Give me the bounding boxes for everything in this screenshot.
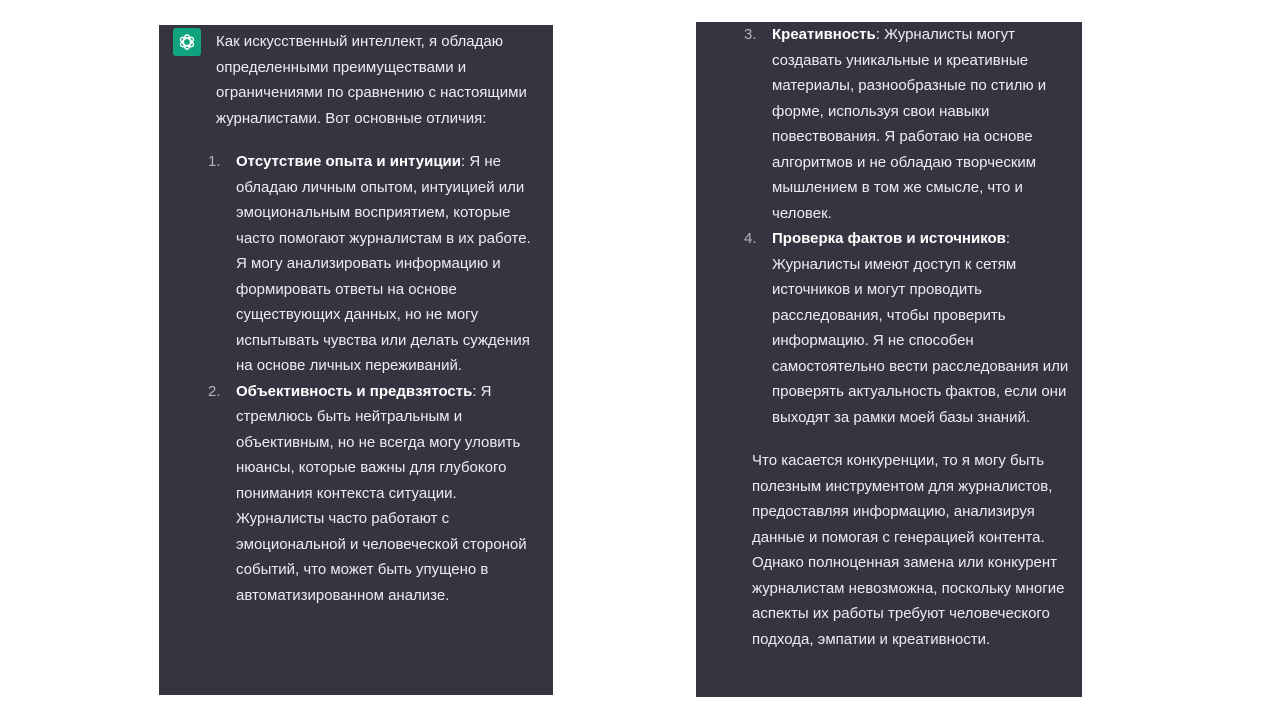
list-item-text: : Я стремлюсь быть нейтральным и объективным, но не всегда могу уловить нюансы, которые важны для глубокого понимания контекста ситуации. Журналисты часто работают с эмоциональной и человеческой стороной событий, что может быть упущено в автоматизированном анализе. bbox=[236, 382, 527, 604]
differences-list bbox=[208, 149, 542, 608]
list-item bbox=[744, 226, 1070, 430]
list-item bbox=[208, 379, 542, 609]
list-item-title: Креативность bbox=[772, 26, 876, 43]
list-item-number: 2. bbox=[208, 382, 221, 400]
assistant-message-continued bbox=[744, 22, 1070, 652]
list-item-text: : Журналисты могут создавать уникальные и креативные материалы, разнообразные по стилю и форме, используя свои навыки повествования. Я работаю на основе алгоритмов и не обладаю творческим мышлением в том же смысле, что и человек. bbox=[772, 26, 1047, 222]
list-item-number: 1. bbox=[208, 153, 221, 170]
openai-logo-icon bbox=[177, 32, 197, 52]
list-item-number: 4. bbox=[744, 230, 757, 247]
message-intro: Как искусственный интеллект, я обладаю определенными преимуществами и ограничениями по сравнению с настоящими журналистами. Вот основные отличия: bbox=[216, 33, 527, 127]
assistant-message bbox=[208, 29, 542, 608]
list-item-text: : Журналисты имеют доступ к сетям источников и могут проводить расследования, чтобы проверить информацию. Я не способен самостоятельно вести расследования или проверять актуальность фактов, если они выходят за рамки моей базы знаний. bbox=[772, 230, 1069, 426]
list-item-title: Объективность и предвзятость bbox=[236, 382, 473, 400]
assistant-avatar bbox=[173, 28, 201, 56]
list-item-text: : Я не обладаю личным опытом, интуицией или эмоциональным восприятием, которые часто помогают журналистам в их работе. Я могу анализировать информацию и формировать ответы на основе существующих данных, но не могу испытывать чувства или делать суждения на основе личных переживаний. bbox=[236, 153, 531, 374]
list-item bbox=[744, 22, 1070, 226]
list-item-number: 3. bbox=[744, 26, 757, 43]
list-item bbox=[208, 149, 542, 379]
message-conclusion: Что касается конкуренции, то я могу быть полезным инструментом для журналистов, предоставляя информацию, анализируя данные и помогая с генерацией контента. Однако полноценная замена или конкурент журналистам невозможна, поскольку многие аспекты их работы требуют человеческого подхода, эмпатии и креативности. bbox=[752, 452, 1065, 648]
chat-response-panel-right bbox=[696, 22, 1082, 697]
chat-response-panel-left bbox=[159, 25, 553, 695]
differences-list-continued bbox=[744, 22, 1070, 430]
list-item-title: Отсутствие опыта и интуиции bbox=[236, 153, 461, 170]
list-item-title: Проверка фактов и источников bbox=[772, 230, 1006, 247]
